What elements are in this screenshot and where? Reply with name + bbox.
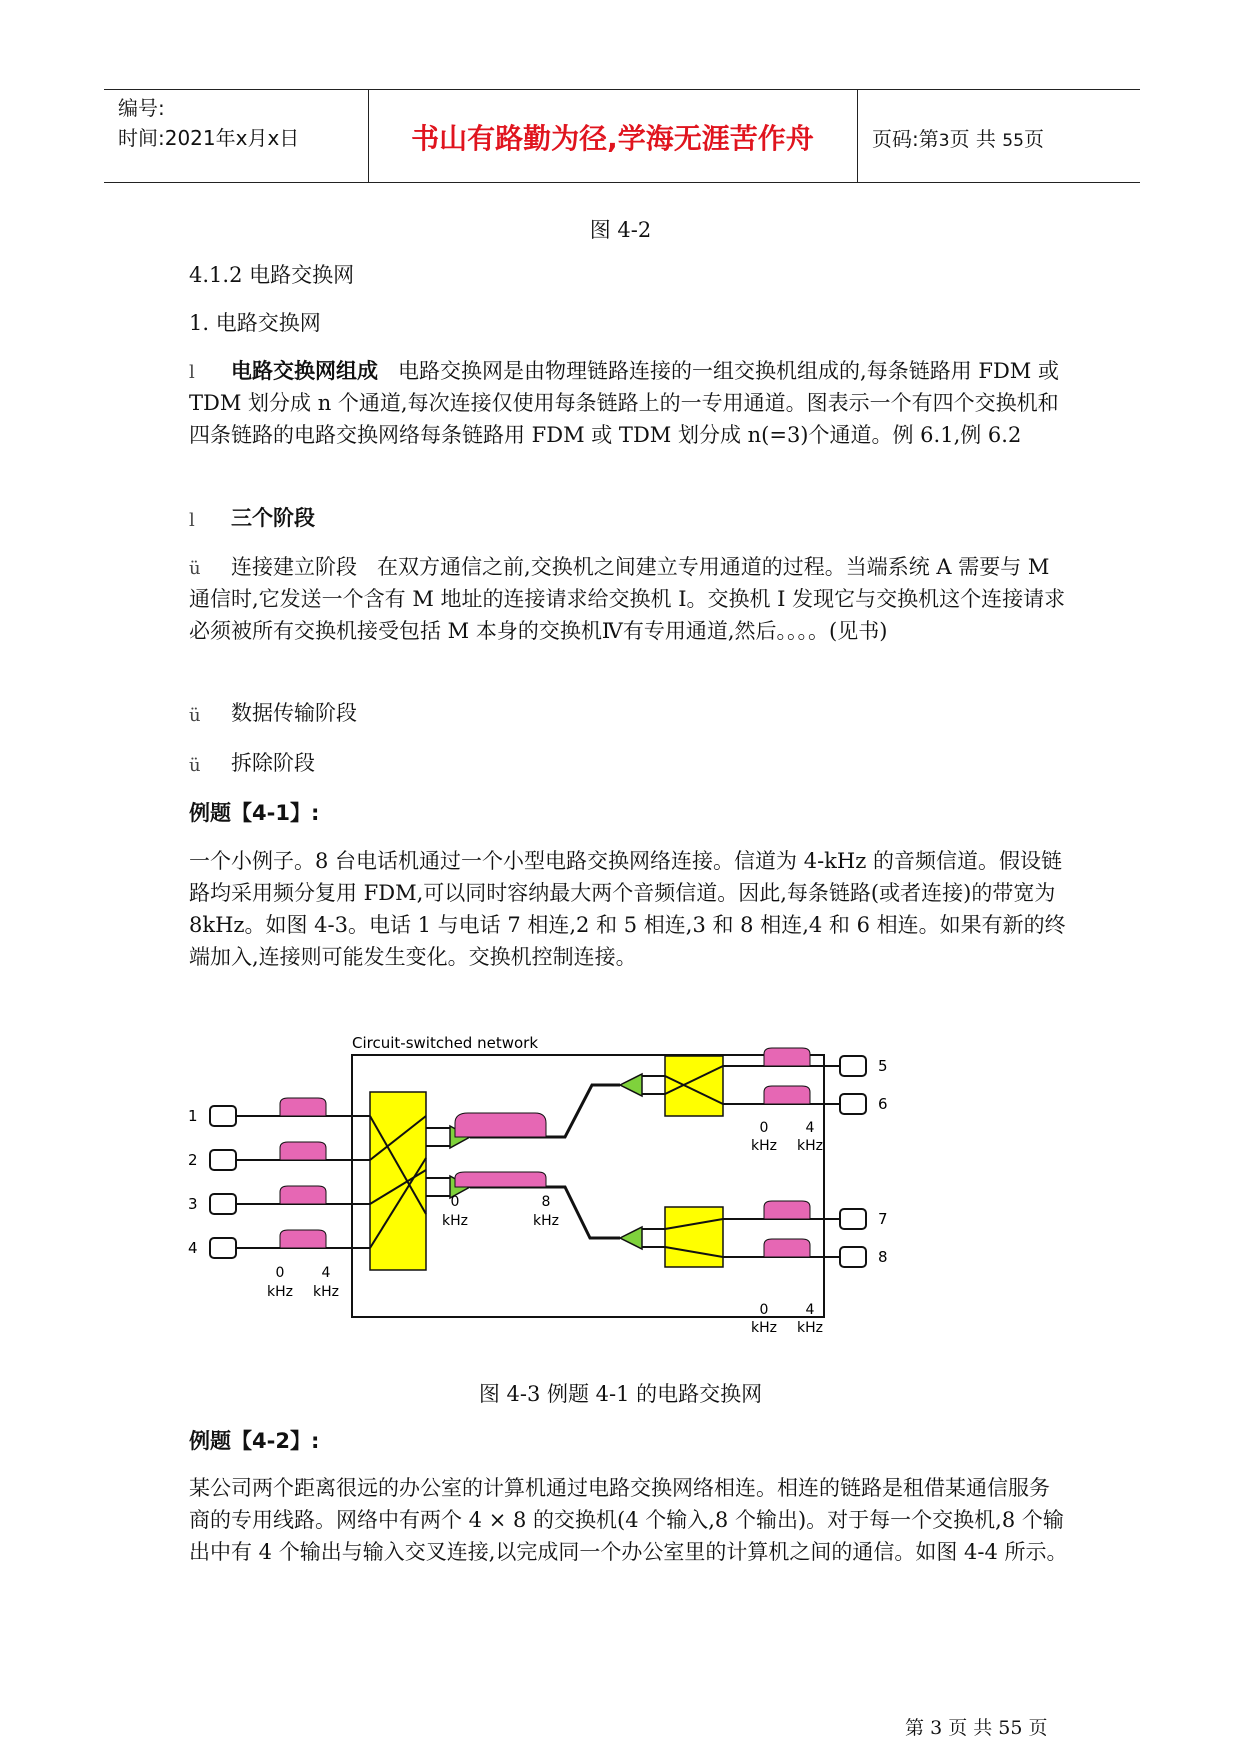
sub-bullet-marker: ü <box>189 558 201 579</box>
phase-term: 连接建立阶段 <box>231 555 357 579</box>
phase-text: 在双方通信之前,交换机之间建立专用通道的过程。当端系统 A 需要与 M 通信时,它发送一个含有 M 地址的连接请求给交换机 I。交换机 I 发现它与交换机这个连接请求必须被所有交换机接受包括 M 本身的交换机Ⅳ有专用通道,然后。。。。(见书) <box>189 555 1066 643</box>
phone-2 <box>188 1142 370 1170</box>
switch-left <box>370 1092 426 1270</box>
page-mid: 页 共 <box>949 127 996 151</box>
composition-text: 电路交换网是由物理链路连接的一组交换机组成的,每条链路用 FDM 或 TDM 划分成 n 个通道,每次连接仅使用每条链路上的一专用通道。图表示一个有四个交换机和四条链路的电路交换网络每条链路用 FDM 或 TDM 划分成 n(=3)个通道。例 6.1,例 6.2 <box>189 359 1059 447</box>
header-motto: 书山有路勤为径,学海无涯苦作舟 <box>411 122 814 155</box>
figure-caption: 图 4-2 <box>589 218 652 242</box>
right-top-axis-unit: kHz <box>797 1138 823 1154</box>
demultiplexer-bottom <box>620 1227 642 1249</box>
right-bottom-axis-high: 4 <box>805 1302 815 1318</box>
signal-band <box>280 1098 326 1116</box>
footer-prefix: 第 <box>905 1717 925 1739</box>
phone-label: 3 <box>188 1195 198 1213</box>
phone-5 <box>723 1048 888 1076</box>
phone-label: 5 <box>878 1057 888 1075</box>
phase-term: 数据传输阶段 <box>231 701 357 725</box>
phase-paragraph <box>189 551 1069 647</box>
phone-7 <box>723 1201 888 1229</box>
switch-right-top <box>665 1056 723 1116</box>
signal-band-8khz <box>455 1172 546 1187</box>
mid-axis-low: 0 <box>450 1194 460 1210</box>
signal-band <box>280 1186 326 1204</box>
example-title: 例题【4-1】: <box>189 801 320 825</box>
phone-6 <box>723 1086 888 1114</box>
signal-band <box>280 1230 326 1248</box>
example-paragraph: 一个小例子。8 台电话机通过一个小型电路交换网络连接。信道为 4-kHz 的音频信道。假设链路均采用频分复用 FDM,可以同时容纳最大两个音频信道。因此,每条链路(或者连接)的带宽为 8kHz。如图 4-3。电话 1 与电话 7 相连,2 和 5 相连,3 和 8 相连,4 和 6 相连。如果有新的终端加入,连接则可能发生变化。交换机控制连接。 <box>189 849 1066 969</box>
mid-axis-unit: kHz <box>533 1213 559 1229</box>
phone-3 <box>188 1186 370 1214</box>
phone-icon <box>210 1150 236 1170</box>
section-title: 4.1.2 电路交换网 <box>189 263 355 287</box>
phase-term: 拆除阶段 <box>231 751 315 775</box>
phone-label: 4 <box>188 1239 198 1257</box>
mid-axis-high: 8 <box>541 1194 551 1210</box>
right-bottom-axis-unit: kHz <box>797 1320 823 1336</box>
signal-band <box>280 1142 326 1160</box>
right-bottom-axis-unit: kHz <box>751 1320 777 1336</box>
left-axis-unit: kHz <box>313 1284 339 1300</box>
footer-current: 3 <box>930 1717 943 1739</box>
page-total: 55 <box>1002 131 1024 151</box>
signal-band-8khz <box>455 1113 546 1137</box>
phone-label: 7 <box>878 1210 888 1228</box>
example-paragraph: 某公司两个距离很远的办公室的计算机通过电路交换网络相连。相连的链路是租借某通信服务商的专用线路。网络中有两个 4 × 8 的交换机(4 个输入,8 个输出)。对于每一个交换机,8 个输出中有 4 个输出与输入交叉连接,以完成同一个办公室里的计算机之间的通信。如图 4-4 所示。 <box>189 1476 1068 1564</box>
phone-icon <box>210 1106 236 1126</box>
subsection-title: 1. 电路交换网 <box>189 311 321 335</box>
phone-icon <box>210 1238 236 1258</box>
sub-bullet-marker: ü <box>189 705 201 726</box>
mid-axis-unit: kHz <box>442 1213 468 1229</box>
right-top-axis-high: 4 <box>805 1120 815 1136</box>
left-axis-low: 0 <box>275 1265 285 1281</box>
demultiplexer-top <box>620 1074 642 1096</box>
left-axis-high: 4 <box>321 1265 331 1281</box>
switch-right-bottom <box>665 1207 723 1267</box>
bullet-marker: l <box>189 362 195 383</box>
right-top-axis-unit: kHz <box>751 1138 777 1154</box>
phone-label: 6 <box>878 1095 888 1113</box>
phone-icon <box>840 1056 866 1076</box>
document-number-label: 编号: <box>118 96 165 120</box>
phone-icon <box>840 1209 866 1229</box>
header-bottom-rule <box>104 182 1140 183</box>
phases-title: 三个阶段 <box>231 506 315 530</box>
right-top-axis-low: 0 <box>759 1120 769 1136</box>
header-top-rule <box>104 89 1140 90</box>
footer-mid: 页 共 <box>948 1717 993 1739</box>
phone-label: 2 <box>188 1151 198 1169</box>
phone-8 <box>723 1239 888 1267</box>
page-footer <box>905 1713 1048 1740</box>
signal-band <box>764 1201 810 1219</box>
footer-suffix: 页 <box>1028 1717 1048 1739</box>
left-axis-unit: kHz <box>267 1284 293 1300</box>
right-bottom-axis-low: 0 <box>759 1302 769 1318</box>
bullet-marker: l <box>189 510 195 531</box>
phone-icon <box>840 1094 866 1114</box>
phone-1 <box>188 1098 370 1126</box>
page-header <box>104 89 1140 183</box>
phone-4 <box>188 1230 370 1258</box>
header-page-info <box>872 123 1044 152</box>
composition-paragraph <box>189 355 1069 451</box>
phone-icon <box>210 1194 236 1214</box>
phone-label: 1 <box>188 1107 198 1125</box>
page-current: 3 <box>938 131 950 151</box>
signal-band <box>764 1239 810 1257</box>
header-divider <box>857 89 858 183</box>
circuit-network-figure <box>180 1030 1010 1340</box>
composition-term: 电路交换网组成 <box>231 359 378 383</box>
signal-band <box>764 1048 810 1066</box>
phone-icon <box>840 1247 866 1267</box>
figure-caption: 图 4-3 例题 4-1 的电路交换网 <box>478 1382 763 1406</box>
sub-bullet-marker: ü <box>189 755 201 776</box>
footer-total: 55 <box>998 1717 1023 1739</box>
page-prefix: 页码:第 <box>872 127 939 151</box>
page-suffix: 页 <box>1023 127 1044 151</box>
network-label: Circuit-switched network <box>352 1034 539 1052</box>
phone-label: 8 <box>878 1248 888 1266</box>
signal-band <box>764 1086 810 1104</box>
example-title: 例题【4-2】: <box>189 1429 320 1453</box>
document-time: 时间:2021年x月x日 <box>118 126 300 150</box>
header-meta <box>118 93 299 153</box>
